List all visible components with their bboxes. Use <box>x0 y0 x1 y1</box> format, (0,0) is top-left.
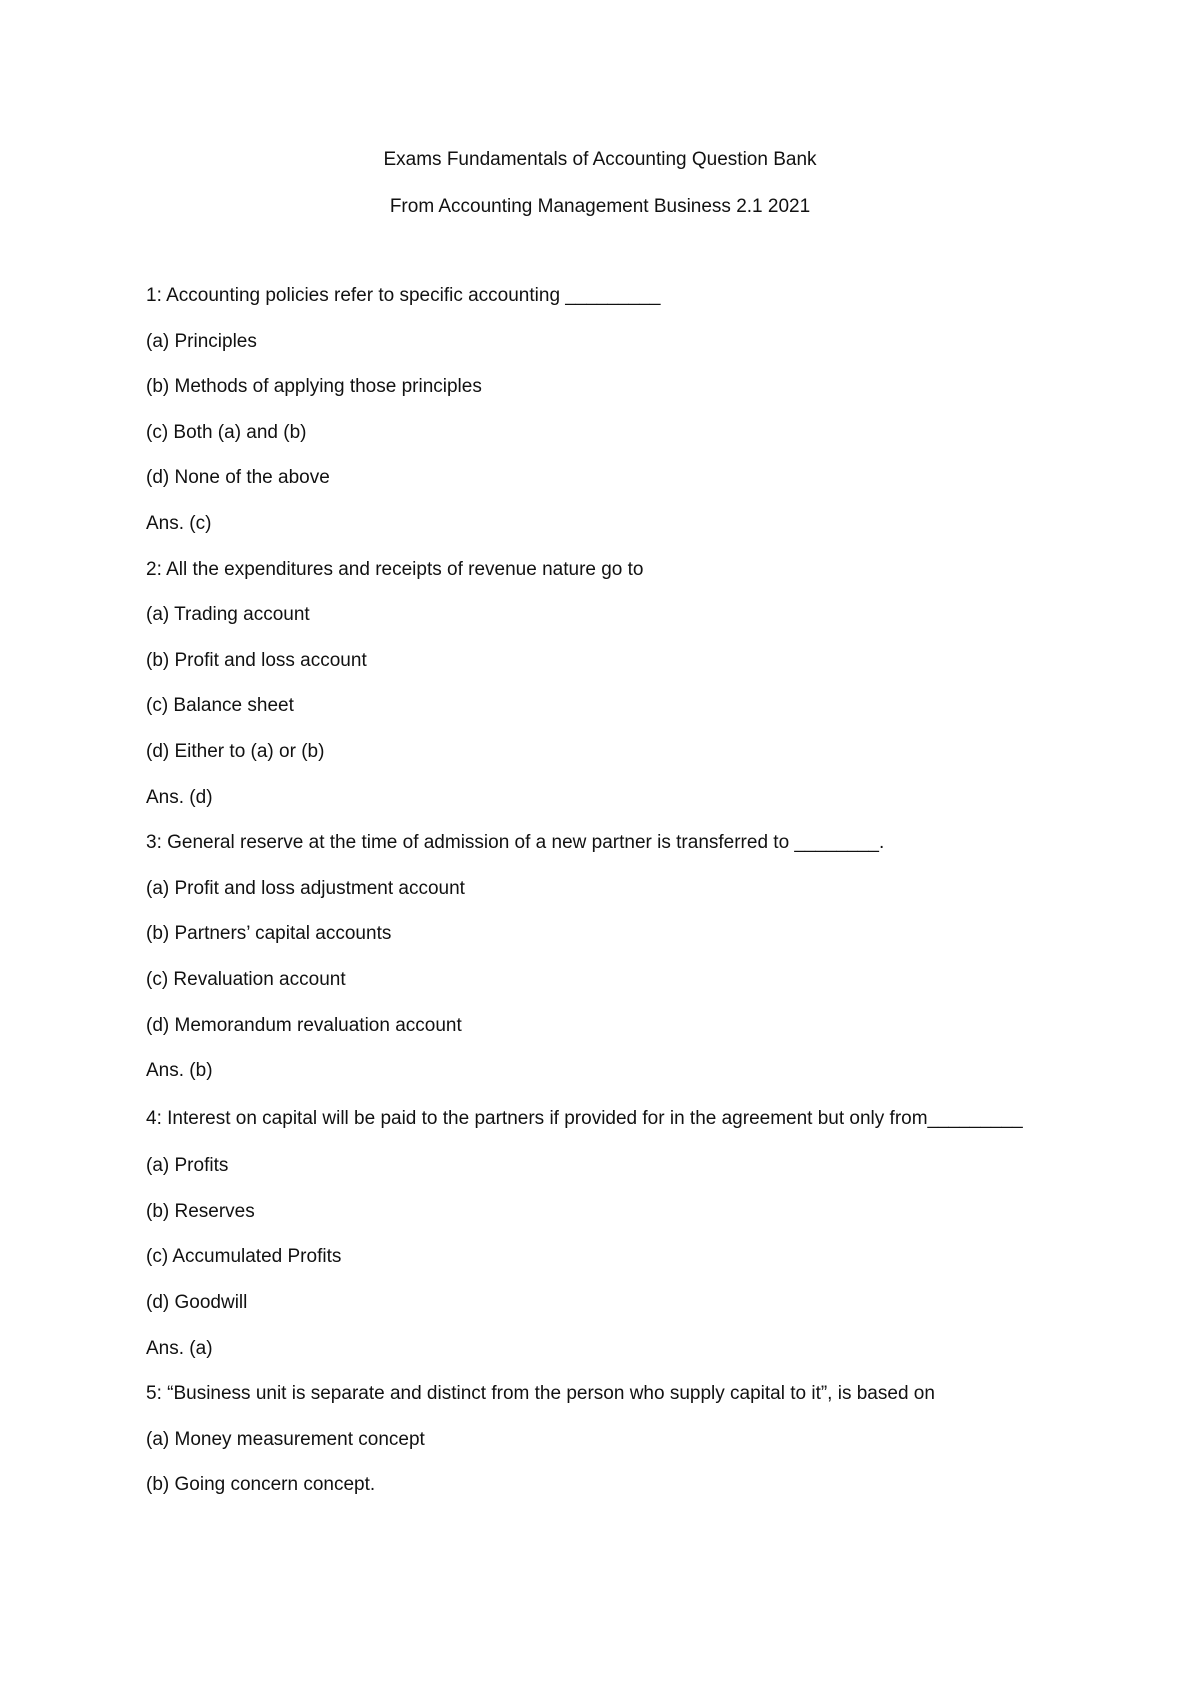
question-1-answer: Ans. (c) <box>146 512 212 534</box>
question-1-option-b: (b) Methods of applying those principles <box>146 376 482 398</box>
question-4-text: 4: Interest on capital will be paid to the partners if provided for in the agreement but only from_________ <box>146 1107 1023 1129</box>
question-2-text: 2: All the expenditures and receipts of revenue nature go to <box>146 558 644 580</box>
document-title: Exams Fundamentals of Accounting Question Bank <box>383 149 817 170</box>
question-list <box>146 284 1026 1519</box>
question-4-option-d: (d) Goodwill <box>146 1292 248 1314</box>
question-5-text: 5: “Business unit is separate and distinct from the person who supply capital to it”, is based on <box>146 1383 935 1405</box>
question-5-option-a: (a) Money measurement concept <box>146 1428 425 1450</box>
question-3-option-d: (d) Memorandum revaluation account <box>146 1014 462 1036</box>
question-1-option-c: (c) Both (a) and (b) <box>146 421 307 443</box>
question-4-answer: Ans. (a) <box>146 1337 213 1359</box>
question-2-option-b: (b) Profit and loss account <box>146 649 367 671</box>
question-3-answer: Ans. (b) <box>146 1060 213 1082</box>
question-3-option-c: (c) Revaluation account <box>146 968 346 990</box>
question-2-option-c: (c) Balance sheet <box>146 695 294 717</box>
question-3-option-b: (b) Partners’ capital accounts <box>146 923 392 945</box>
question-3-option-a: (a) Profit and loss adjustment account <box>146 877 465 899</box>
question-2-option-d: (d) Either to (a) or (b) <box>146 740 325 762</box>
question-2-option-a: (a) Trading account <box>146 604 310 626</box>
question-2-answer: Ans. (d) <box>146 786 213 808</box>
document-subtitle: From Accounting Management Business 2.1 2021 <box>389 196 811 217</box>
question-4-option-b: (b) Reserves <box>146 1200 255 1222</box>
question-1-text: 1: Accounting policies refer to specific accounting _________ <box>146 285 661 306</box>
question-5-option-b: (b) Going concern concept. <box>146 1474 376 1496</box>
question-1-option-d: (d) None of the above <box>146 467 330 489</box>
question-4-option-c: (c) Accumulated Profits <box>146 1246 342 1268</box>
question-1-option-a: (a) Principles <box>146 330 257 352</box>
question-4-option-a: (a) Profits <box>146 1155 229 1177</box>
question-3-text: 3: General reserve at the time of admission of a new partner is transferred to ________. <box>146 832 885 854</box>
